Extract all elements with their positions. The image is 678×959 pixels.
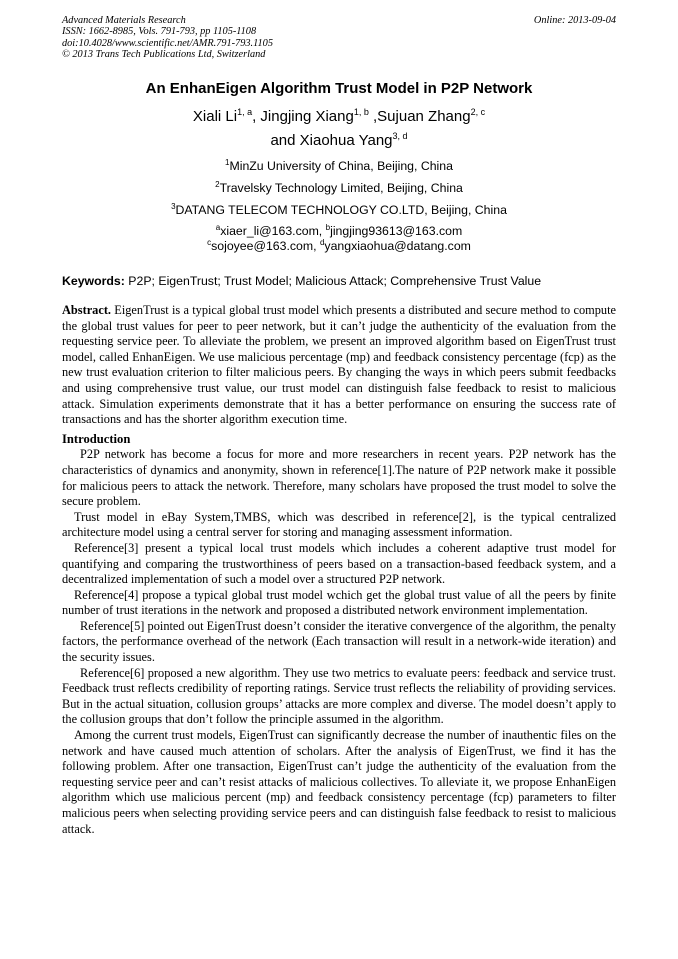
- keywords-text: P2P; EigenTrust; Trust Model; Malicious Attack; Comprehensive Trust Value: [124, 274, 542, 288]
- abstract-label: Abstract.: [62, 303, 112, 317]
- abstract-text: EigenTrust is a typical global trust model which presents a distributed and secure method to compute the global trust values for peer to peer network, but it can’t judge the authenticity of the evaluation from the requesting service peer. To alleviate the problem, we present an improved algorithm based on EigenTrust trust model, called EnhanEigen. We use malicious percentage (mp) and feedback consistency percentage (fcp) as the new trust evaluation criterion to filter malicious peers. By changing the ways in which peers submit feedbacks and using comprehensive trust value, our trust model can distinguish false feedback to resist to malicious attack. Simulation experiments demonstrate that it has a better performance on ensuring the success rate of transactions and has the shorter algorithm execution time.: [62, 303, 616, 427]
- paragraph: P2P network has become a focus for more and more researchers in recent years. P2P network has the characteristics of dynamics and anonymity, shown in reference[1].The nature of P2P network make it possible for malicious peers to attack the network. Therefore, many scholars have proposed the trust model to solve the secure problem.: [62, 447, 616, 509]
- email-line-1: [0, 224, 678, 239]
- paragraph: Trust model in eBay System,TMBS, which was described in reference[2], is the typical centralized architecture model using a central server for storing and managing assessment information.: [62, 509, 616, 540]
- email-sup: c: [207, 238, 212, 247]
- section-heading-introduction: Introduction: [62, 431, 131, 446]
- affiliation-2: [0, 181, 678, 195]
- paper-body: [62, 303, 616, 837]
- author-sup: 1, b: [353, 107, 369, 117]
- copyright-line: © 2013 Trans Tech Publications Ltd, Switzerland: [62, 48, 266, 60]
- email-sup: b: [325, 223, 331, 232]
- author-name: and Xiaohua Yang: [270, 132, 393, 149]
- author-name: ,Sujuan Zhang: [368, 108, 471, 125]
- author-line-1: [0, 108, 678, 125]
- journal-name: Advanced Materials Research: [62, 15, 186, 26]
- affiliation-sup: 3: [171, 202, 176, 211]
- journal-header: [62, 15, 616, 60]
- author-name: Xiali Li: [192, 108, 238, 125]
- abstract: [62, 303, 616, 428]
- issn-line: ISSN: 1662-8985, Vols. 791-793, pp 1105-1108: [62, 26, 257, 38]
- email-line-2: [0, 239, 678, 254]
- affiliation-text: Travelsky Technology Limited, Beijing, China: [219, 181, 463, 195]
- keywords-label: Keywords:: [62, 274, 125, 288]
- author-sup: 1, a: [237, 107, 253, 117]
- affiliation-3: [0, 203, 678, 217]
- email-address: sojoyee@163.com,: [211, 239, 320, 253]
- email-address: jingjing93613@163.com: [330, 224, 463, 238]
- doi-line: doi:10.4028/www.scientific.net/AMR.791-793.1105: [62, 37, 273, 49]
- online-date: Online: 2013-09-04: [533, 15, 616, 26]
- paper-title: An EnhanEigen Algorithm Trust Model in P2P Network: [145, 80, 533, 97]
- affiliation-1: [0, 159, 678, 173]
- author-line-2: [0, 132, 678, 149]
- email-address: yangxiaohua@datang.com: [324, 239, 471, 253]
- email-sup: a: [215, 223, 221, 232]
- paragraph: Among the current trust models, EigenTrust can significantly decrease the number of inauthentic files on the network and have caused much attention of scholars. After the analysis of EigenTrust, we find it has the following problem. After one transaction, EigenTrust can’t judge the authenticity of the evaluation from the requesting service peer and can’t resist attacks of malicious collectives. To alleviate it, we propose EnhanEigen algorithm which use malicious percent (mp) and feedback consistency percentage (fcp) parameters to filter malicious peers when selecting providing service peers and can distinguish false feedback to resist to malicious attack.: [62, 728, 616, 836]
- paragraph: Reference[3] present a typical local trust models which includes a coherent adaptive trust model for quantifying and comparing the trustworthiness of peers based on a transaction-based feedback system, and a decentralized implementation of such a model over a structured P2P network.: [62, 540, 616, 587]
- author-name: , Jingjing Xiang: [252, 108, 354, 125]
- paragraph: Reference[4] propose a typical global trust model wchich get the global trust value of all the peers by finite number of trust iterations in the network and proposed a distributed network environment implementation.: [62, 587, 616, 618]
- author-sup: 3, d: [392, 131, 408, 141]
- affiliation-sup: 2: [215, 180, 220, 189]
- keywords: [62, 274, 622, 288]
- affiliation-sup: 1: [225, 158, 230, 167]
- paragraph: Reference[6] proposed a new algorithm. They use two metrics to evaluate peers: feedback and service trust. Feedback trust reflects credibility of reporting ratings. Service trust reflects the reliability of providing services. But in the actual situation, collusion groups’ attacks are more complex and diverse. The model doesn’t apply to the collusion groups that don’t follow the principle assumed in the algorithm.: [62, 665, 616, 727]
- email-sup: d: [319, 238, 325, 247]
- paragraph: Reference[5] pointed out EigenTrust doesn’t consider the iterative convergence of the algorithm, the penalty factors, the performance overhead of the network (Each transaction will result in a network-wide iteration) and the security issues.: [62, 618, 616, 665]
- affiliation-text: DATANG TELECOM TECHNOLOGY CO.LTD, Beijing, China: [175, 203, 507, 217]
- author-sup: 2, c: [470, 107, 486, 117]
- email-address: xiaer_li@163.com,: [220, 224, 326, 238]
- affiliation-text: MinZu University of China, Beijing, China: [229, 159, 453, 173]
